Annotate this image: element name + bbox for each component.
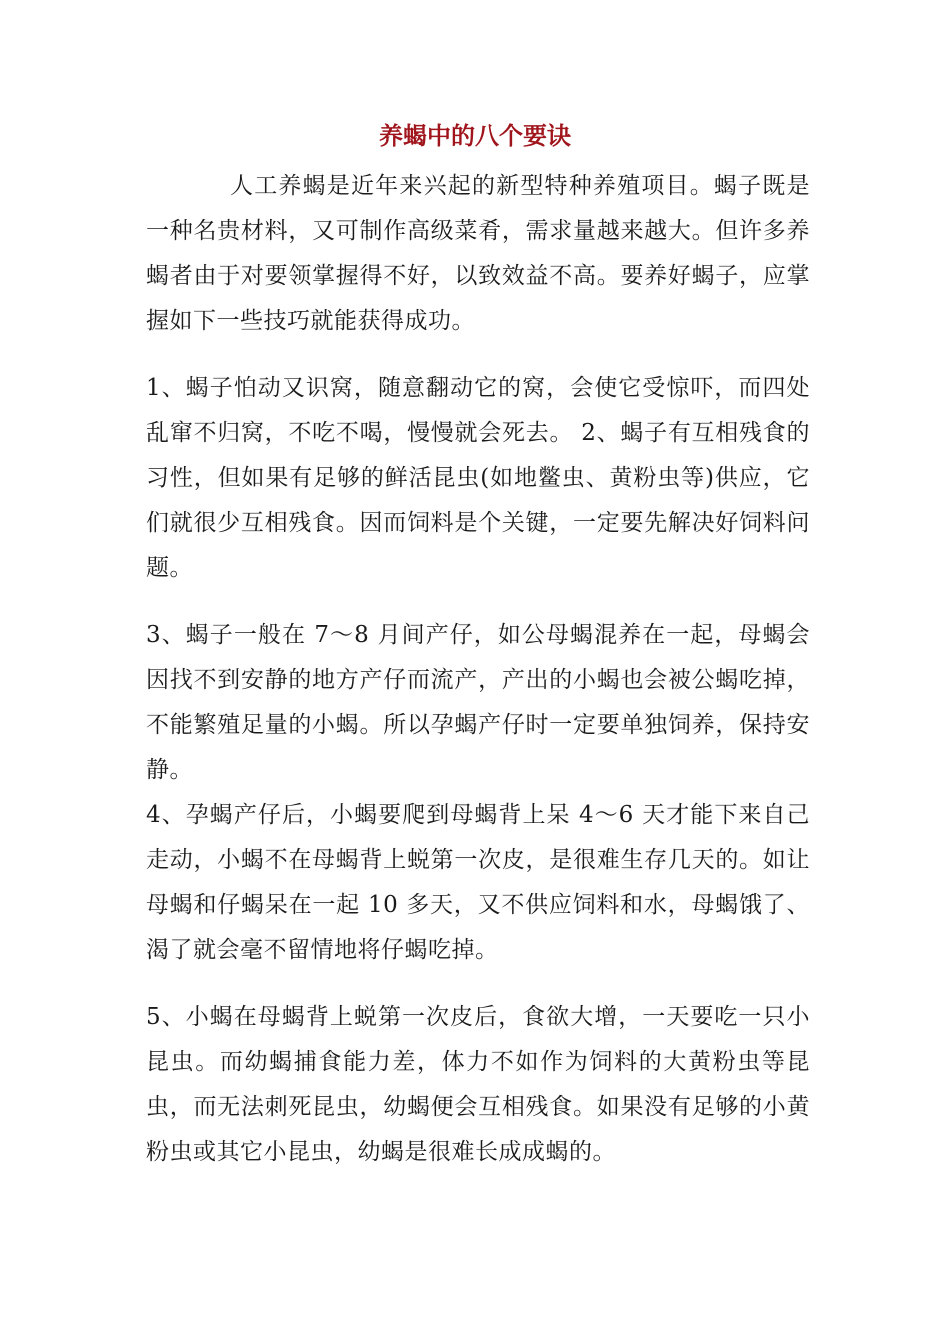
paragraph-gap xyxy=(146,973,810,995)
paragraph-3: 3、蝎子一般在 7～8 月间产仔，如公母蝎混养在一起，母蝎会因找不到安静的地方产仔而流产，产出的小蝎也会被公蝎吃掉，不能繁殖足量的小蝎。所以孕蝎产仔时一定要单独饲养，保持安静。 xyxy=(146,622,810,783)
paragraph-4: 4、孕蝎产仔后，小蝎要爬到母蝎背上呆 4～6 天才能下来自己走动，小蝎不在母蝎背上蜕第一次皮，是很难生存几天的。如让母蝎和仔蝎呆在一起 10 多天，又不供应饲料和水，母蝎饿了、渴了就会毫不留情地将仔蝎吃掉。 xyxy=(146,802,810,963)
paragraph-gap xyxy=(146,591,810,613)
paragraph-1-2: 1、蝎子怕动又识窝，随意翻动它的窝，会使它受惊吓，而四处乱窜不归窝，不吃不喝，慢慢就会死去。 2、蝎子有互相残食的习性，但如果有足够的鲜活昆虫(如地鳖虫、黄粉虫等)供应，它们就很少互相残食。因而饲料是个关键，一定要先解决好饲料问题。 xyxy=(146,375,810,581)
document-title: 养蝎中的八个要诀 xyxy=(379,121,571,150)
paragraph-gap xyxy=(146,344,810,366)
intro-paragraph: 人工养蝎是近年来兴起的新型特种养殖项目。蝎子既是一种名贵材料，又可制作高级菜肴，需求量越来越大。但许多养蝎者由于对要领掌握得不好，以致效益不高。要养好蝎子，应掌握如下一些技巧就能获得成功。 xyxy=(146,173,810,334)
document-body xyxy=(146,164,810,1175)
paragraph-5: 5、小蝎在母蝎背上蜕第一次皮后，食欲大增，一天要吃一只小昆虫。而幼蝎捕食能力差，体力不如作为饲料的大黄粉虫等昆虫，而无法刺死昆虫，幼蝎便会互相残食。如果没有足够的小黄粉虫或其它小昆虫，幼蝎是很难长成成蝎的。 xyxy=(146,1004,810,1165)
